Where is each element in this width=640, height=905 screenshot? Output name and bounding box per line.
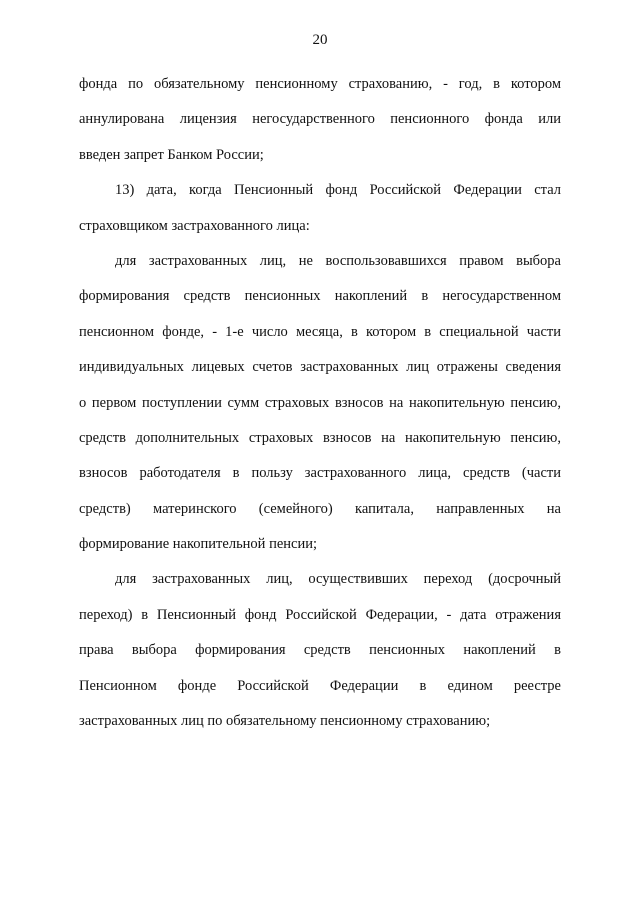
paragraph-fund-license	[79, 67, 561, 173]
text-line: Пенсионном фонде Российской Федерации в едином реестре	[79, 677, 561, 694]
text-line: переход) в Пенсионный фонд Российской Федерации, - дата отражения	[79, 606, 561, 623]
text-line: фонда по обязательному пенсионному страхованию, - год, в котором	[79, 76, 561, 92]
text-line: права выбора формирования средств пенсионных накоплений в	[79, 642, 561, 659]
paragraph-item-13	[79, 173, 561, 244]
text-line: аннулирована лицензия негосударственного пенсионного фонда или	[79, 111, 561, 128]
text-line: пенсионном фонде, - 1-е число месяца, в котором в специальной части	[79, 323, 561, 340]
text-line: застрахованных лиц по обязательному пенсионному страхованию;	[79, 713, 491, 730]
text-line: формирования средств пенсионных накоплений в негосударственном	[79, 288, 561, 305]
text-line: страховщиком застрахованного лица:	[79, 217, 310, 234]
text-line: взносов работодателя в пользу застрахованного лица, средств (части	[79, 465, 561, 482]
text-line: средств) материнского (семейного) капитала, направленных на	[79, 500, 561, 517]
text-line: средств дополнительных страховых взносов на накопительную пенсию,	[79, 429, 561, 446]
text-line: введен запрет Банком России;	[79, 146, 264, 163]
text-line: формирование накопительной пенсии;	[79, 536, 318, 553]
text-line: 13) дата, когда Пенсионный фонд Российской Федерации стал	[115, 182, 561, 199]
paragraph-transferred	[79, 562, 561, 739]
text-line: для застрахованных лиц, осуществивших переход (досрочный	[115, 571, 561, 588]
document-body	[79, 67, 561, 739]
text-line: для застрахованных лиц, не воспользовавшихся правом выбора	[115, 252, 561, 269]
text-line: индивидуальных лицевых счетов застрахованных лиц отражены сведения	[79, 359, 561, 376]
paragraph-not-chosen	[79, 244, 561, 563]
page-number: 20	[312, 32, 328, 48]
text-line: о первом поступлении сумм страховых взносов на накопительную пенсию,	[79, 394, 561, 411]
